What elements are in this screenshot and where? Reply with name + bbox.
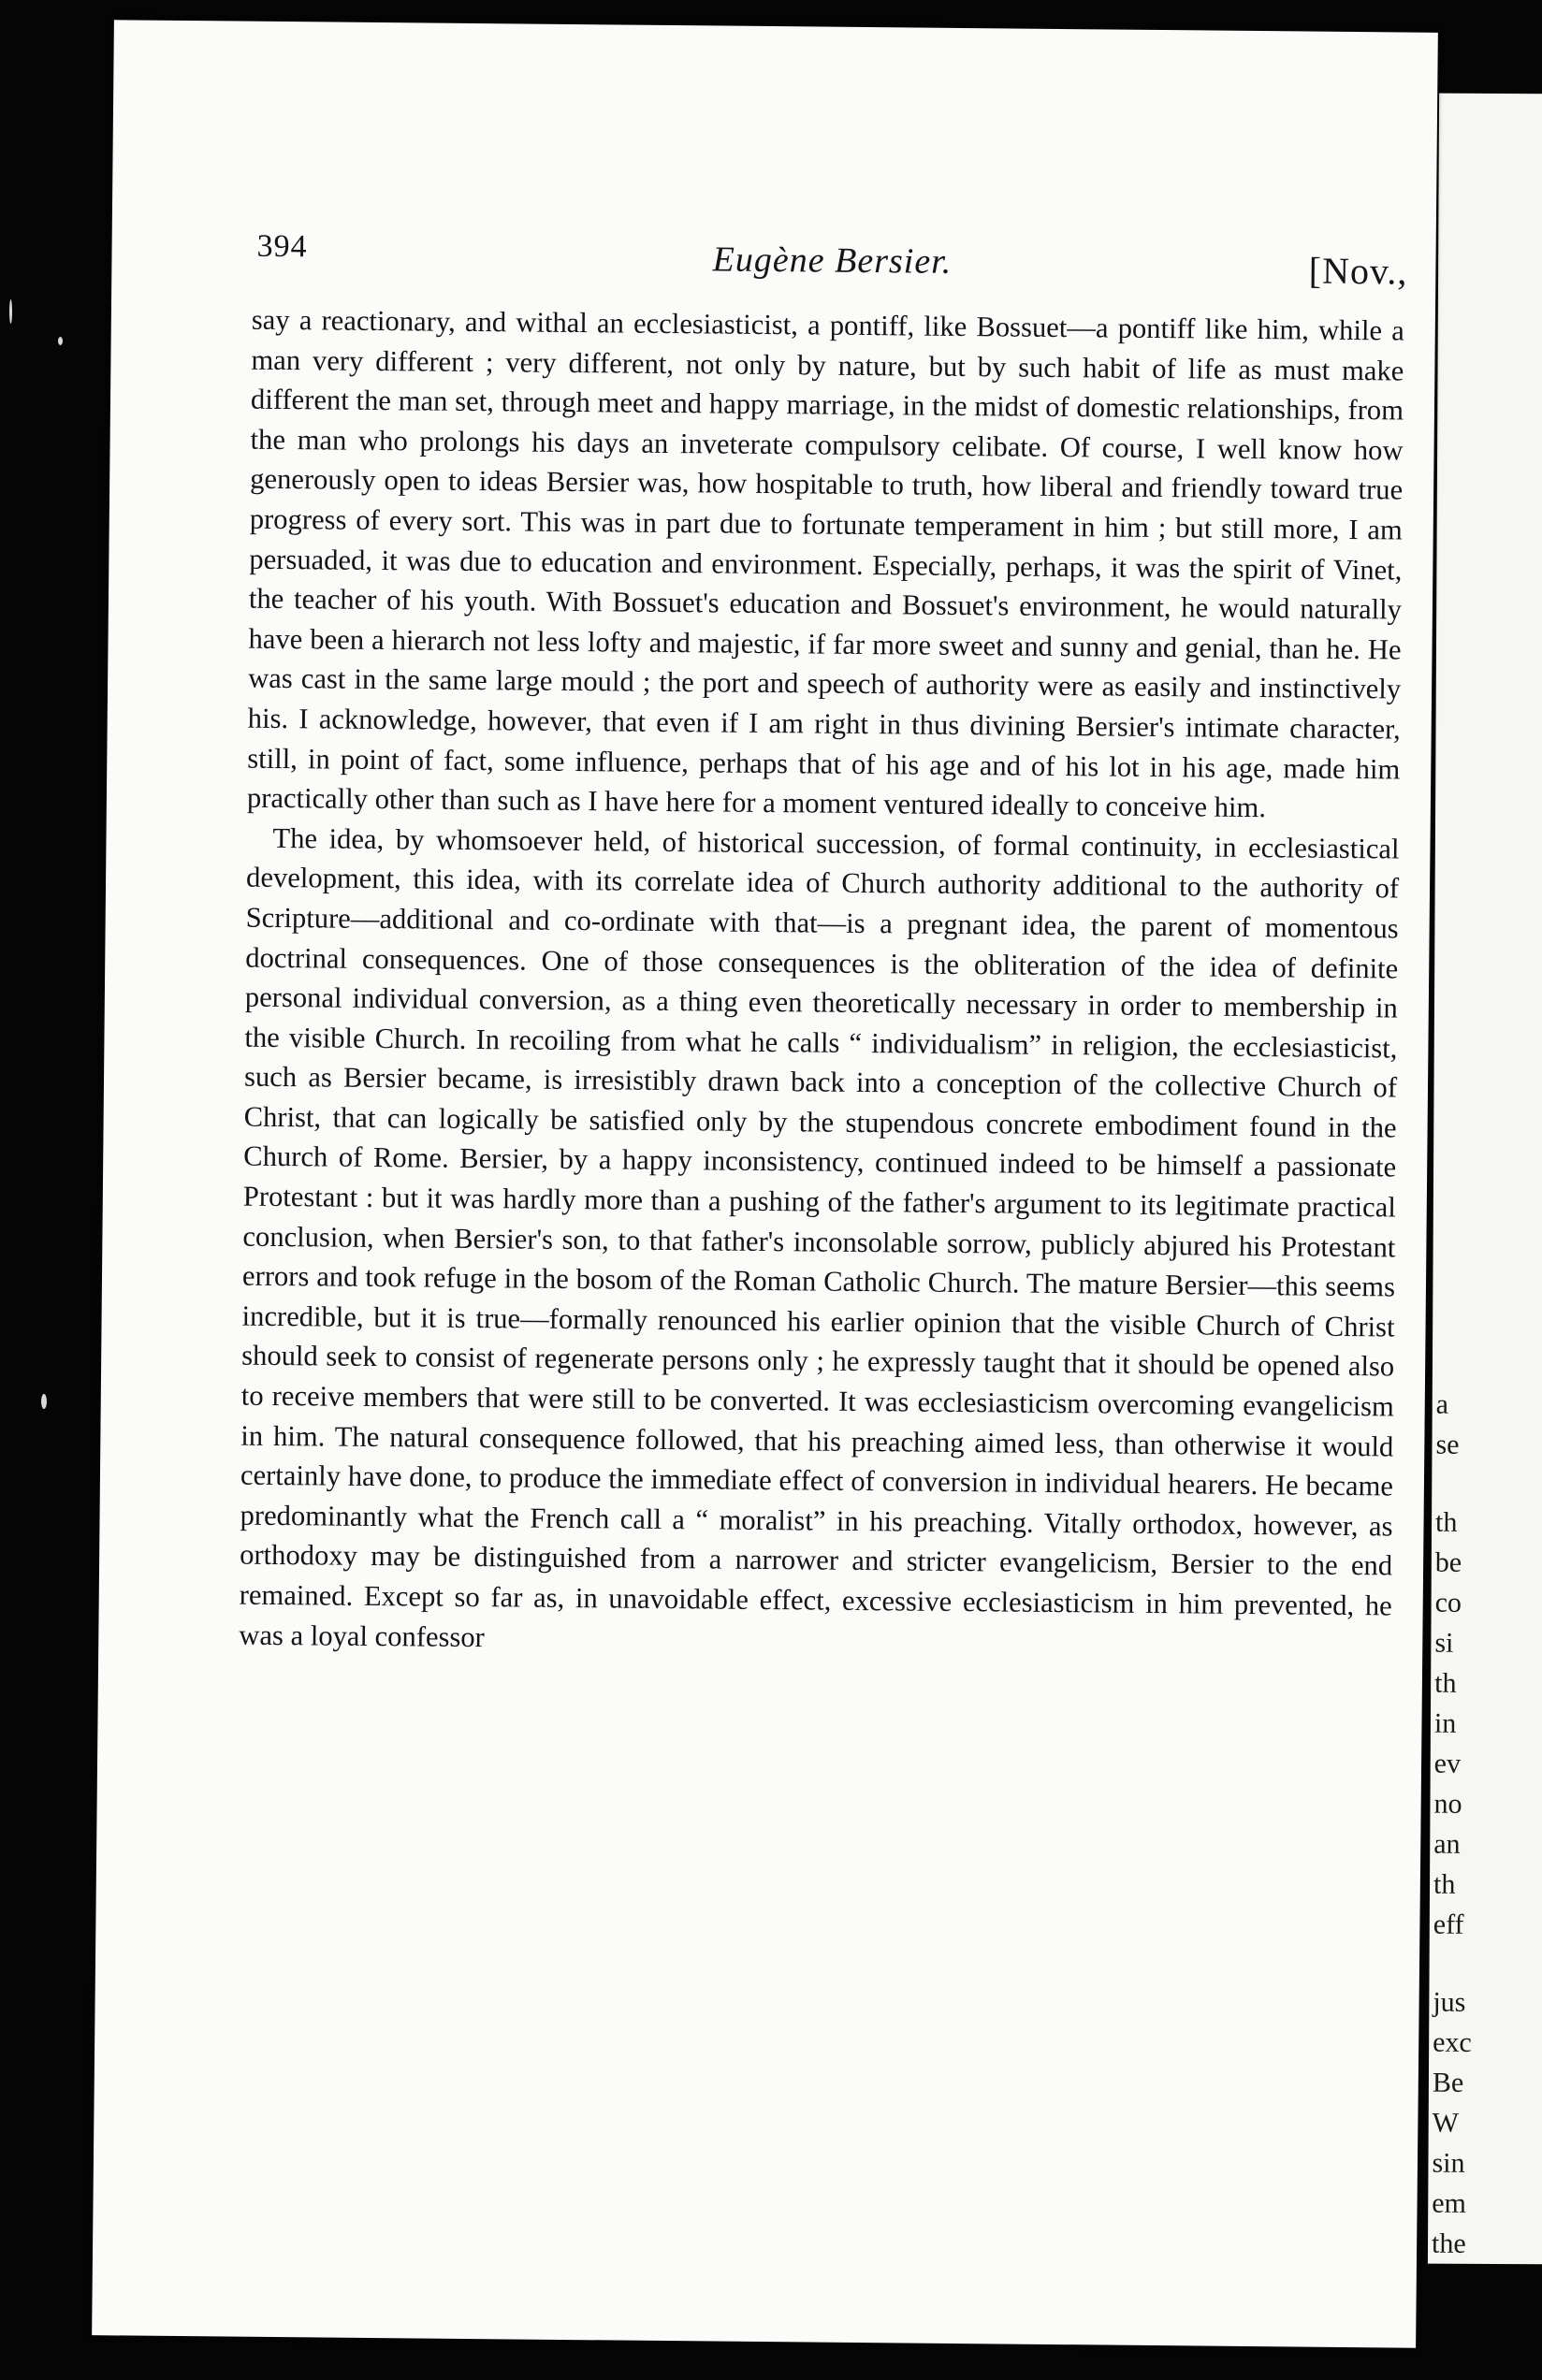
facing-fragment: no [1433,1788,1462,1820]
facing-fragment: th [1433,1868,1456,1900]
facing-fragment: sin [1432,2147,1465,2179]
facing-fragment: Be [1432,2067,1464,2098]
facing-fragment: ev [1433,1748,1462,1779]
facing-page-edge [1428,94,1542,2265]
facing-fragment: eff [1433,1908,1464,1940]
facing-fragment [1435,1465,1475,1502]
paragraph: say a reactionary, and withal an ecclesiasticist, a pontiff, like Bossuet—a pontiff like him, while a man very different ; very different, not only by nature, but by such habit of life as must make different the man set, through meet and happy marriage, in the midst of domestic relationships, from the man who prolongs his days an inveterate compulsory celibate. Of course, I well know how generously open to ideas Bersier was, how hospitable to truth, how liberal and friendly toward true progress of every sort. This was in part due to fortunate temperament in him ; but still more, I am persuaded, it was due to education and environment. Especially, perhaps, it was the spirit of Vinet, the teacher of his youth. With Bossuet's education and Bossuet's environment, he would naturally have been a hierarch not less lofty and majestic, if far more sweet and sunny and genial, than he. He was cast in the same large mould ; the port and speech of authority were as easily and instinctively his. I acknowledge, however, that even if I am right in thus divining Bersier's intimate character, still, in point of fact, some influence, perhaps that of his age and of his lot in his age, made him practically other than such as I have here for a moment ventured ideally to conceive him. [246,303,1404,824]
facing-fragment: exc [1433,2026,1472,2058]
facing-fragment: co [1434,1587,1462,1618]
page-number: 394 [256,228,308,265]
running-title: Eugène Bersier. [712,239,953,282]
facing-fragment [1433,1945,1473,1982]
facing-fragment: in [1433,1707,1457,1739]
facing-fragment: the [1431,2228,1466,2259]
facing-fragment: th [1434,1506,1458,1538]
issue-month: [Nov., [1308,249,1408,293]
scan-speck [58,337,63,345]
facing-fragment: jus [1433,1986,1466,2018]
facing-fragment: em [1432,2187,1467,2219]
facing-fragment: si [1434,1627,1454,1659]
facing-fragment: be [1434,1546,1462,1578]
facing-fragment: se [1435,1429,1460,1460]
scan-speck [41,1394,47,1409]
facing-fragment: an [1433,1828,1461,1860]
facing-fragment: th [1434,1667,1457,1699]
scan-speck [9,299,12,324]
facing-page-fragments [1432,1385,1476,2264]
page-header [256,209,1408,295]
paragraph: The idea, by whomsoever held, of historical succession, of formal continuity, in ecclesiastical development, this idea, with its correlate idea of Church authority additional to the authority of Scripture—additional and co-ordinate with that—is a pregnant idea, the parent of momentous doctrinal consequences. One of those consequences is the obliteration of the idea of definite personal individual conversion, as a thing even theoretically necessary in order to membership in the visible Church. In recoiling from what he calls “ individualism” in religion, the ecclesiasticist, such as Bersier became, is irresistibly drawn back into a conception of the collective Church of Christ, that can logically be satisfied only by the stupendous concrete embodiment found in the Church of Rome. Bersier, by a happy inconsistency, continued indeed to be himself a passionate Protestant : but it was hardly more than a pushing of the father's argument to its legitimate practical conclusion, when Bersier's son, to that father's inconsolable sorrow, publicly abjured his Protestant errors and took refuge in the bosom of the Roman Catholic Church. The mature Bersier—this seems incredible, but it is true—formally renounced his earlier opinion that the visible Church of Christ should seek to consist of regenerate persons only ; he expressly taught that it should be opened also to receive members that were still to be converted. It was ecclesiasticism overcoming evangelicism in him. The natural consequence followed, that his preaching aimed less, than otherwise it would certainly have done, to produce the immediate effect of conversion in individual hearers. He became predominantly what the French call a “ moralist” in his preaching. Vitally orthodox, however, as orthodoxy may be distinguished from a narrower and stricter evangelicism, Bersier to the end remained. Except so far as, in unavoidable effect, excessive ecclesiasticism in him prevented, he was a loyal confessor [239,821,1400,1653]
book-page [92,20,1438,2347]
article-body [239,300,1404,1666]
facing-fragment: a [1435,1388,1449,1420]
facing-fragment: W [1432,2107,1460,2139]
